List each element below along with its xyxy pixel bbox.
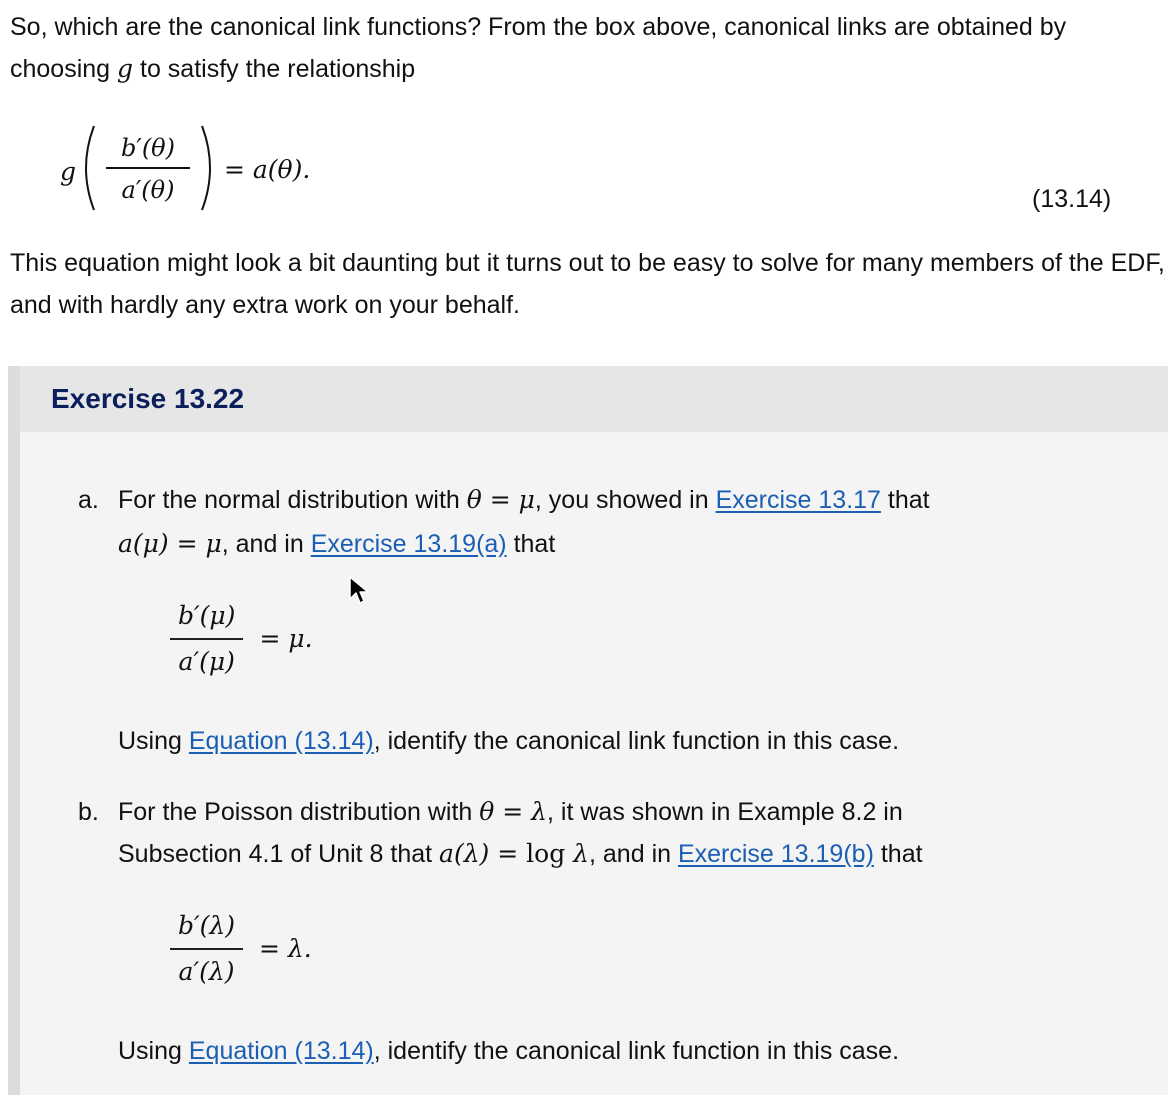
part-a-using: Using Equation (13.14), identify the canonical link function in this case.: [118, 727, 900, 755]
right-paren: [202, 126, 210, 210]
part-a-text-line2: a(μ) = μ, and in Exercise 13.19(a) that: [118, 529, 556, 558]
eq-denominator: a′(θ): [121, 176, 175, 204]
mouse-cursor-icon: [348, 575, 374, 607]
intro-paragraph: So, which are the canonical link functions? From the box above, canonical links are obtained by choosing g to satisfy the relationship: [10, 13, 1067, 83]
fraction-denominator: a′(μ): [178, 647, 235, 676]
equation-13-14: [58, 116, 358, 220]
part-b-using: Using Equation (13.14), identify the canonical link function in this case.: [118, 1037, 900, 1065]
fraction-mu: [170, 594, 243, 684]
fraction-lambda: [170, 904, 243, 994]
math-g: g: [117, 54, 134, 83]
exercise-title: Exercise 13.22: [51, 383, 245, 414]
link-equation-13-14-b[interactable]: Equation (13.14): [188, 1037, 374, 1065]
link-exercise-13-17[interactable]: Exercise 13.17: [715, 486, 881, 514]
math-a-lambda: a(λ) = log λ: [439, 839, 590, 868]
math-theta-mu: θ = μ: [466, 485, 535, 514]
part-b-fraction: [170, 904, 312, 994]
fraction-denominator: a′(λ): [178, 957, 235, 986]
exercise-header: [20, 366, 1168, 432]
eq-g: g: [60, 157, 77, 186]
part-a-text-line1: For the normal distribution with θ = μ, you showed in Exercise 13.17 that: [118, 485, 930, 514]
fraction-rhs: = μ.: [259, 624, 313, 653]
link-exercise-13-19a[interactable]: Exercise 13.19(a): [310, 530, 507, 558]
equation-graphic: [58, 116, 358, 220]
fraction-numerator: b′(μ): [178, 601, 236, 630]
math-theta-lambda: θ = λ: [479, 797, 548, 826]
part-a-marker: a.: [78, 486, 99, 514]
equation-number: (13.14): [1032, 185, 1112, 213]
part-b-text-line1: For the Poisson distribution with θ = λ, it was shown in Example 8.2 in: [118, 797, 903, 826]
fraction-numerator: b′(λ): [178, 911, 236, 940]
left-paren: [86, 126, 94, 210]
math-a-mu: a(μ) = μ: [118, 529, 222, 558]
part-b-marker: b.: [78, 798, 99, 826]
part-b-text-line2: Subsection 4.1 of Unit 8 that a(λ) = log λ, and in Exercise 13.19(b) that: [118, 839, 923, 868]
fraction-rhs: = λ.: [259, 934, 312, 963]
link-equation-13-14-a[interactable]: Equation (13.14): [188, 727, 374, 755]
link-exercise-13-19b[interactable]: Exercise 13.19(b): [677, 840, 874, 868]
eq-numerator: b′(θ): [121, 134, 175, 162]
daunting-paragraph: This equation might look a bit daunting but it turns out to be easy to solve for many members of the EDF, and with hardly any extra work on your behalf.: [10, 249, 1165, 319]
exercise-box: [8, 366, 1168, 1095]
part-a-fraction: [170, 594, 313, 684]
eq-rhs: = a(θ).: [224, 155, 311, 184]
